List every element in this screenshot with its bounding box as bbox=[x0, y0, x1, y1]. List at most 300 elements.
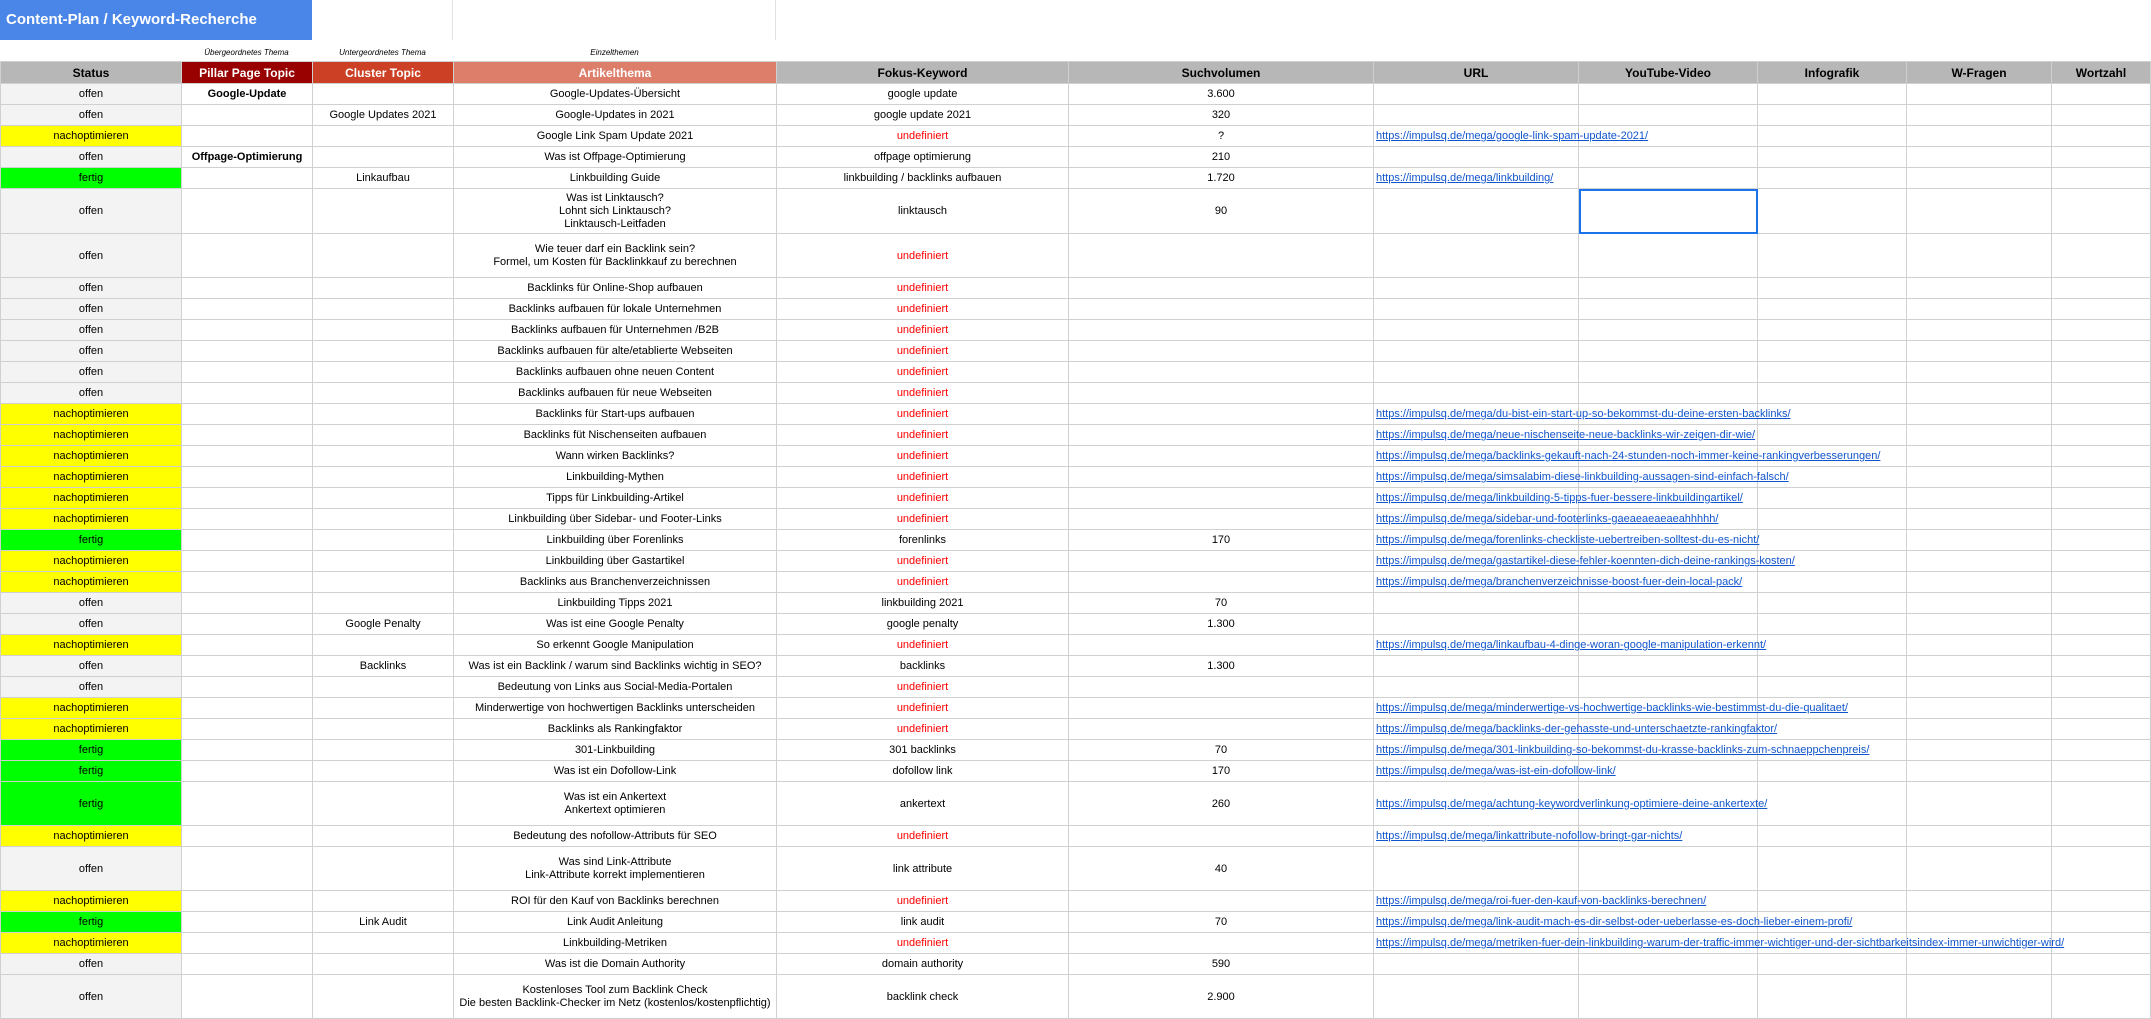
status-cell[interactable]: fertig bbox=[1, 912, 182, 933]
status-cell[interactable]: fertig bbox=[1, 740, 182, 761]
pillar-cell[interactable] bbox=[182, 341, 313, 362]
url-cell[interactable] bbox=[1374, 299, 1579, 320]
pillar-cell[interactable] bbox=[182, 404, 313, 425]
volume-cell[interactable] bbox=[1069, 488, 1374, 509]
w-fragen-cell[interactable] bbox=[1907, 509, 2052, 530]
infografik-cell[interactable] bbox=[1758, 341, 1907, 362]
infografik-cell[interactable] bbox=[1758, 782, 1907, 826]
cluster-cell[interactable] bbox=[313, 425, 454, 446]
pillar-cell[interactable] bbox=[182, 572, 313, 593]
url-cell[interactable] bbox=[1374, 509, 1719, 530]
article-cell[interactable]: Linkbuilding über Gastartikel bbox=[454, 551, 777, 572]
w-fragen-cell[interactable] bbox=[1907, 234, 2052, 278]
url-cell[interactable] bbox=[1374, 698, 1848, 719]
pillar-cell[interactable] bbox=[182, 488, 313, 509]
keyword-cell[interactable]: undefiniert bbox=[777, 320, 1069, 341]
w-fragen-cell[interactable] bbox=[1907, 593, 2052, 614]
url-cell[interactable] bbox=[1374, 425, 1756, 446]
article-cell[interactable]: Backlinks für Online-Shop aufbauen bbox=[454, 278, 777, 299]
header-article[interactable]: Artikelthema bbox=[454, 62, 777, 84]
cluster-cell[interactable]: Google Penalty bbox=[313, 614, 454, 635]
w-fragen-cell[interactable] bbox=[1907, 891, 2052, 912]
youtube-cell[interactable] bbox=[1579, 975, 1758, 1019]
w-fragen-cell[interactable] bbox=[1907, 168, 2052, 189]
url-cell[interactable] bbox=[1374, 572, 1743, 593]
url-link[interactable]: https://impulsq.de/mega/linkaufbau-4-dinge-woran-google-manipulation-erkennt/ bbox=[1376, 639, 1767, 651]
infografik-cell[interactable] bbox=[1758, 84, 1907, 105]
infografik-cell[interactable] bbox=[1758, 530, 1907, 551]
infografik-cell[interactable] bbox=[1758, 362, 1907, 383]
cluster-cell[interactable] bbox=[313, 761, 454, 782]
w-fragen-cell[interactable] bbox=[1907, 467, 2052, 488]
pillar-cell[interactable] bbox=[182, 425, 313, 446]
youtube-cell[interactable] bbox=[1579, 593, 1758, 614]
pillar-cell[interactable] bbox=[182, 383, 313, 404]
volume-cell[interactable] bbox=[1069, 826, 1374, 847]
pillar-cell[interactable] bbox=[182, 551, 313, 572]
w-fragen-cell[interactable] bbox=[1907, 782, 2052, 826]
pillar-cell[interactable] bbox=[182, 105, 313, 126]
cluster-cell[interactable]: Google Updates 2021 bbox=[313, 105, 454, 126]
status-cell[interactable]: offen bbox=[1, 614, 182, 635]
volume-cell[interactable] bbox=[1069, 933, 1374, 954]
wortzahl-cell[interactable] bbox=[2052, 677, 2151, 698]
cluster-cell[interactable] bbox=[313, 488, 454, 509]
wortzahl-cell[interactable] bbox=[2052, 826, 2151, 847]
article-cell[interactable]: Backlinks als Rankingfaktor bbox=[454, 719, 777, 740]
w-fragen-cell[interactable] bbox=[1907, 341, 2052, 362]
w-fragen-cell[interactable] bbox=[1907, 635, 2052, 656]
keyword-cell[interactable]: undefiniert bbox=[777, 551, 1069, 572]
cluster-cell[interactable] bbox=[313, 826, 454, 847]
keyword-cell[interactable]: google update 2021 bbox=[777, 105, 1069, 126]
article-cell[interactable]: Bedeutung des nofollow-Attributs für SEO bbox=[454, 826, 777, 847]
cluster-cell[interactable] bbox=[313, 891, 454, 912]
infografik-cell[interactable] bbox=[1758, 572, 1907, 593]
infografik-cell[interactable] bbox=[1758, 147, 1907, 168]
wortzahl-cell[interactable] bbox=[2052, 278, 2151, 299]
article-cell[interactable]: So erkennt Google Manipulation bbox=[454, 635, 777, 656]
youtube-cell[interactable] bbox=[1579, 656, 1758, 677]
pillar-cell[interactable] bbox=[182, 933, 313, 954]
status-cell[interactable]: offen bbox=[1, 299, 182, 320]
pillar-cell[interactable] bbox=[182, 847, 313, 891]
keyword-cell[interactable]: undefiniert bbox=[777, 891, 1069, 912]
w-fragen-cell[interactable] bbox=[1907, 278, 2052, 299]
article-cell[interactable]: Minderwertige von hochwertigen Backlinks unterscheiden bbox=[454, 698, 777, 719]
article-cell[interactable]: Was ist eine Google Penalty bbox=[454, 614, 777, 635]
keyword-cell[interactable]: offpage optimierung bbox=[777, 147, 1069, 168]
status-cell[interactable]: offen bbox=[1, 383, 182, 404]
pillar-cell[interactable] bbox=[182, 446, 313, 467]
pillar-cell[interactable] bbox=[182, 614, 313, 635]
keyword-cell[interactable]: undefiniert bbox=[777, 425, 1069, 446]
keyword-cell[interactable]: undefiniert bbox=[777, 404, 1069, 425]
status-cell[interactable]: offen bbox=[1, 189, 182, 234]
url-cell[interactable] bbox=[1374, 975, 1579, 1019]
youtube-cell[interactable] bbox=[1579, 168, 1758, 189]
cluster-cell[interactable] bbox=[313, 593, 454, 614]
w-fragen-cell[interactable] bbox=[1907, 530, 2052, 551]
status-cell[interactable]: fertig bbox=[1, 168, 182, 189]
article-cell[interactable] bbox=[454, 975, 777, 1019]
article-cell[interactable]: Google Link Spam Update 2021 bbox=[454, 126, 777, 147]
youtube-cell[interactable] bbox=[1579, 954, 1758, 975]
volume-cell[interactable] bbox=[1069, 677, 1374, 698]
status-cell[interactable]: nachoptimieren bbox=[1, 698, 182, 719]
w-fragen-cell[interactable] bbox=[1907, 404, 2052, 425]
cluster-cell[interactable] bbox=[313, 975, 454, 1019]
wortzahl-cell[interactable] bbox=[2052, 299, 2151, 320]
pillar-cell[interactable] bbox=[182, 189, 313, 234]
url-link[interactable]: https://impulsq.de/mega/du-bist-ein-start-up-so-bekommst-du-deine-ersten-backlinks/ bbox=[1376, 408, 1791, 420]
wortzahl-cell[interactable] bbox=[2052, 656, 2151, 677]
infografik-cell[interactable] bbox=[1758, 826, 1907, 847]
status-cell[interactable]: offen bbox=[1, 278, 182, 299]
youtube-cell[interactable] bbox=[1579, 84, 1758, 105]
status-cell[interactable]: fertig bbox=[1, 761, 182, 782]
article-cell[interactable]: Backlinks für Start-ups aufbauen bbox=[454, 404, 777, 425]
article-cell[interactable]: Google-Updates in 2021 bbox=[454, 105, 777, 126]
volume-cell[interactable] bbox=[1069, 383, 1374, 404]
w-fragen-cell[interactable] bbox=[1907, 719, 2052, 740]
url-link[interactable]: https://impulsq.de/mega/sidebar-und-footerlinks-gaeaeaeaeaeahhhhh/ bbox=[1376, 513, 1719, 525]
status-cell[interactable]: nachoptimieren bbox=[1, 126, 182, 147]
header-wortzahl[interactable]: Wortzahl bbox=[2052, 62, 2151, 84]
infografik-cell[interactable] bbox=[1758, 383, 1907, 404]
w-fragen-cell[interactable] bbox=[1907, 189, 2052, 234]
infografik-cell[interactable] bbox=[1758, 975, 1907, 1019]
article-cell[interactable]: Backlinks aufbauen für lokale Unternehmen bbox=[454, 299, 777, 320]
sheet-title[interactable]: Content-Plan / Keyword-Recherche bbox=[0, 0, 312, 40]
wortzahl-cell[interactable] bbox=[2052, 530, 2151, 551]
infografik-cell[interactable] bbox=[1758, 105, 1907, 126]
wortzahl-cell[interactable] bbox=[2052, 341, 2151, 362]
keyword-cell[interactable]: undefiniert bbox=[777, 698, 1069, 719]
status-cell[interactable]: offen bbox=[1, 677, 182, 698]
volume-cell[interactable] bbox=[1069, 467, 1374, 488]
article-cell[interactable]: Link Audit Anleitung bbox=[454, 912, 777, 933]
keyword-cell[interactable]: google update bbox=[777, 84, 1069, 105]
keyword-cell[interactable]: undefiniert bbox=[777, 278, 1069, 299]
volume-cell[interactable] bbox=[1069, 425, 1374, 446]
url-cell[interactable] bbox=[1374, 530, 1760, 551]
pillar-cell[interactable] bbox=[182, 975, 313, 1019]
infografik-cell[interactable] bbox=[1758, 488, 1907, 509]
url-link[interactable]: https://impulsq.de/mega/branchenverzeichnisse-boost-fuer-dein-local-pack/ bbox=[1376, 576, 1743, 588]
volume-cell[interactable]: 2.900 bbox=[1069, 975, 1374, 1019]
volume-cell[interactable]: 90 bbox=[1069, 189, 1374, 234]
url-cell[interactable] bbox=[1374, 488, 1743, 509]
youtube-cell[interactable] bbox=[1579, 362, 1758, 383]
keyword-cell[interactable]: undefiniert bbox=[777, 446, 1069, 467]
w-fragen-cell[interactable] bbox=[1907, 126, 2052, 147]
url-cell[interactable] bbox=[1374, 551, 1795, 572]
volume-cell[interactable] bbox=[1069, 719, 1374, 740]
article-cell[interactable]: Wann wirken Backlinks? bbox=[454, 446, 777, 467]
cluster-cell[interactable] bbox=[313, 320, 454, 341]
pillar-cell[interactable] bbox=[182, 740, 313, 761]
keyword-cell[interactable]: undefiniert bbox=[777, 719, 1069, 740]
cluster-cell[interactable] bbox=[313, 467, 454, 488]
volume-cell[interactable]: 70 bbox=[1069, 912, 1374, 933]
status-cell[interactable]: offen bbox=[1, 147, 182, 168]
cluster-cell[interactable] bbox=[313, 677, 454, 698]
w-fragen-cell[interactable] bbox=[1907, 446, 2052, 467]
youtube-cell[interactable] bbox=[1579, 105, 1758, 126]
cluster-cell[interactable] bbox=[313, 698, 454, 719]
status-cell[interactable]: offen bbox=[1, 320, 182, 341]
volume-cell[interactable]: 1.300 bbox=[1069, 656, 1374, 677]
keyword-cell[interactable]: 301 backlinks bbox=[777, 740, 1069, 761]
url-link[interactable]: https://impulsq.de/mega/301-linkbuilding-so-bekommst-du-krasse-backlinks-zum-schnaeppchenpreis/ bbox=[1376, 744, 1870, 756]
pillar-cell[interactable] bbox=[182, 635, 313, 656]
youtube-cell[interactable] bbox=[1579, 341, 1758, 362]
pillar-cell[interactable] bbox=[182, 278, 313, 299]
keyword-cell[interactable]: domain authority bbox=[777, 954, 1069, 975]
infografik-cell[interactable] bbox=[1758, 320, 1907, 341]
wortzahl-cell[interactable] bbox=[2052, 572, 2151, 593]
url-cell[interactable] bbox=[1374, 593, 1579, 614]
pillar-cell[interactable] bbox=[182, 530, 313, 551]
status-cell[interactable]: offen bbox=[1, 847, 182, 891]
empty-cell[interactable] bbox=[312, 0, 453, 40]
wortzahl-cell[interactable] bbox=[2052, 954, 2151, 975]
wortzahl-cell[interactable] bbox=[2052, 719, 2151, 740]
article-cell[interactable] bbox=[454, 847, 777, 891]
wortzahl-cell[interactable] bbox=[2052, 467, 2151, 488]
pillar-cell[interactable] bbox=[182, 677, 313, 698]
article-cell[interactable]: Linkbuilding über Sidebar- und Footer-Links bbox=[454, 509, 777, 530]
url-cell[interactable] bbox=[1374, 189, 1579, 234]
keyword-cell[interactable]: linkbuilding / backlinks aufbauen bbox=[777, 168, 1069, 189]
keyword-cell[interactable]: backlink check bbox=[777, 975, 1069, 1019]
url-cell[interactable] bbox=[1374, 740, 1870, 761]
youtube-cell[interactable] bbox=[1579, 189, 1758, 234]
cluster-cell[interactable] bbox=[313, 147, 454, 168]
url-cell[interactable] bbox=[1374, 105, 1579, 126]
pillar-cell[interactable] bbox=[182, 593, 313, 614]
keyword-cell[interactable]: linkbuilding 2021 bbox=[777, 593, 1069, 614]
status-cell[interactable]: nachoptimieren bbox=[1, 719, 182, 740]
status-cell[interactable]: nachoptimieren bbox=[1, 404, 182, 425]
header-status[interactable]: Status bbox=[1, 62, 182, 84]
article-cell[interactable]: Linkbuilding-Metriken bbox=[454, 933, 777, 954]
article-cell[interactable]: Was ist ein Dofollow-Link bbox=[454, 761, 777, 782]
volume-cell[interactable]: 170 bbox=[1069, 530, 1374, 551]
w-fragen-cell[interactable] bbox=[1907, 698, 2052, 719]
url-cell[interactable] bbox=[1374, 826, 1683, 847]
wortzahl-cell[interactable] bbox=[2052, 891, 2151, 912]
volume-cell[interactable] bbox=[1069, 341, 1374, 362]
w-fragen-cell[interactable] bbox=[1907, 847, 2052, 891]
status-cell[interactable]: offen bbox=[1, 84, 182, 105]
status-cell[interactable]: offen bbox=[1, 975, 182, 1019]
header-url[interactable]: URL bbox=[1374, 62, 1579, 84]
article-cell[interactable]: Google-Updates-Übersicht bbox=[454, 84, 777, 105]
pillar-cell[interactable] bbox=[182, 509, 313, 530]
article-cell[interactable]: Backlinks aufbauen für neue Webseiten bbox=[454, 383, 777, 404]
keyword-cell[interactable]: linktausch bbox=[777, 189, 1069, 234]
wortzahl-cell[interactable] bbox=[2052, 404, 2151, 425]
w-fragen-cell[interactable] bbox=[1907, 677, 2052, 698]
header-pillar[interactable]: Pillar Page Topic bbox=[182, 62, 313, 84]
url-link[interactable]: https://impulsq.de/mega/roi-fuer-den-kauf-von-backlinks-berechnen/ bbox=[1376, 895, 1707, 907]
volume-cell[interactable] bbox=[1069, 234, 1374, 278]
article-cell[interactable]: Bedeutung von Links aus Social-Media-Portalen bbox=[454, 677, 777, 698]
cluster-cell[interactable]: Linkaufbau bbox=[313, 168, 454, 189]
infografik-cell[interactable] bbox=[1758, 719, 1907, 740]
w-fragen-cell[interactable] bbox=[1907, 954, 2052, 975]
wortzahl-cell[interactable] bbox=[2052, 847, 2151, 891]
pillar-cell[interactable] bbox=[182, 912, 313, 933]
infografik-cell[interactable] bbox=[1758, 593, 1907, 614]
article-cell[interactable]: Tipps für Linkbuilding-Artikel bbox=[454, 488, 777, 509]
keyword-cell[interactable]: link audit bbox=[777, 912, 1069, 933]
w-fragen-cell[interactable] bbox=[1907, 740, 2052, 761]
volume-cell[interactable]: 70 bbox=[1069, 593, 1374, 614]
header-infografik[interactable]: Infografik bbox=[1758, 62, 1907, 84]
url-link[interactable]: https://impulsq.de/mega/achtung-keywordverlinkung-optimiere-deine-ankertexte/ bbox=[1376, 797, 1768, 810]
url-cell[interactable] bbox=[1374, 320, 1579, 341]
keyword-cell[interactable]: undefiniert bbox=[777, 467, 1069, 488]
wortzahl-cell[interactable] bbox=[2052, 84, 2151, 105]
article-cell[interactable]: ROI für den Kauf von Backlinks berechnen bbox=[454, 891, 777, 912]
wortzahl-cell[interactable] bbox=[2052, 635, 2151, 656]
volume-cell[interactable]: ? bbox=[1069, 126, 1374, 147]
cluster-cell[interactable]: Link Audit bbox=[313, 912, 454, 933]
article-cell[interactable]: Linkbuilding über Forenlinks bbox=[454, 530, 777, 551]
url-link[interactable]: https://impulsq.de/mega/google-link-spam-update-2021/ bbox=[1376, 130, 1649, 142]
volume-cell[interactable] bbox=[1069, 320, 1374, 341]
infografik-cell[interactable] bbox=[1758, 635, 1907, 656]
volume-cell[interactable]: 210 bbox=[1069, 147, 1374, 168]
infografik-cell[interactable] bbox=[1758, 891, 1907, 912]
pillar-cell[interactable] bbox=[182, 698, 313, 719]
w-fragen-cell[interactable] bbox=[1907, 425, 2052, 446]
status-cell[interactable]: nachoptimieren bbox=[1, 446, 182, 467]
cluster-cell[interactable] bbox=[313, 383, 454, 404]
volume-cell[interactable]: 170 bbox=[1069, 761, 1374, 782]
pillar-cell[interactable] bbox=[182, 719, 313, 740]
w-fragen-cell[interactable] bbox=[1907, 488, 2052, 509]
url-cell[interactable] bbox=[1374, 278, 1579, 299]
url-cell[interactable] bbox=[1374, 891, 1707, 912]
status-cell[interactable]: nachoptimieren bbox=[1, 635, 182, 656]
article-cell[interactable]: Was ist die Domain Authority bbox=[454, 954, 777, 975]
wortzahl-cell[interactable] bbox=[2052, 740, 2151, 761]
wortzahl-cell[interactable] bbox=[2052, 614, 2151, 635]
wortzahl-cell[interactable] bbox=[2052, 362, 2151, 383]
volume-cell[interactable]: 590 bbox=[1069, 954, 1374, 975]
cluster-cell[interactable] bbox=[313, 572, 454, 593]
volume-cell[interactable] bbox=[1069, 551, 1374, 572]
wortzahl-cell[interactable] bbox=[2052, 782, 2151, 826]
url-link[interactable]: https://impulsq.de/mega/metriken-fuer-dein-linkbuilding-warum-der-traffic-immer-wichtiger-und-der-sichtbarkeitsindex-immer-unwichtiger-wird/ bbox=[1376, 937, 2065, 949]
url-link[interactable]: https://impulsq.de/mega/gastartikel-diese-fehler-koennten-dich-deine-rankings-kosten/ bbox=[1376, 555, 1795, 567]
pillar-cell[interactable] bbox=[182, 891, 313, 912]
cluster-cell[interactable] bbox=[313, 509, 454, 530]
header-cluster[interactable]: Cluster Topic bbox=[313, 62, 454, 84]
pillar-cell[interactable]: Offpage-Optimierung bbox=[182, 147, 313, 168]
pillar-cell[interactable] bbox=[182, 826, 313, 847]
article-cell[interactable]: Backlinks aufbauen für alte/etablierte Webseiten bbox=[454, 341, 777, 362]
infografik-cell[interactable] bbox=[1758, 656, 1907, 677]
url-link[interactable]: https://impulsq.de/mega/link-audit-mach-es-dir-selbst-oder-ueberlasse-es-doch-lieber-einem-profi/ bbox=[1376, 916, 1853, 928]
url-cell[interactable] bbox=[1374, 341, 1579, 362]
wortzahl-cell[interactable] bbox=[2052, 126, 2151, 147]
status-cell[interactable]: nachoptimieren bbox=[1, 933, 182, 954]
keyword-cell[interactable]: undefiniert bbox=[777, 126, 1069, 147]
w-fragen-cell[interactable] bbox=[1907, 383, 2052, 404]
url-cell[interactable] bbox=[1374, 933, 2065, 954]
article-cell[interactable] bbox=[454, 782, 777, 826]
pillar-cell[interactable] bbox=[182, 954, 313, 975]
w-fragen-cell[interactable] bbox=[1907, 656, 2052, 677]
status-cell[interactable]: fertig bbox=[1, 782, 182, 826]
url-cell[interactable] bbox=[1374, 168, 1579, 189]
cluster-cell[interactable] bbox=[313, 84, 454, 105]
volume-cell[interactable]: 260 bbox=[1069, 782, 1374, 826]
status-cell[interactable]: nachoptimieren bbox=[1, 425, 182, 446]
url-cell[interactable] bbox=[1374, 147, 1579, 168]
url-cell[interactable] bbox=[1374, 677, 1579, 698]
pillar-cell[interactable] bbox=[182, 362, 313, 383]
cluster-cell[interactable] bbox=[313, 189, 454, 234]
keyword-cell[interactable]: undefiniert bbox=[777, 234, 1069, 278]
youtube-cell[interactable] bbox=[1579, 320, 1758, 341]
cluster-cell[interactable]: Backlinks bbox=[313, 656, 454, 677]
volume-cell[interactable]: 320 bbox=[1069, 105, 1374, 126]
article-cell[interactable]: Was ist ein Backlink / warum sind Backlinks wichtig in SEO? bbox=[454, 656, 777, 677]
article-cell[interactable]: 301-Linkbuilding bbox=[454, 740, 777, 761]
wortzahl-cell[interactable] bbox=[2052, 383, 2151, 404]
wortzahl-cell[interactable] bbox=[2052, 551, 2151, 572]
cluster-cell[interactable] bbox=[313, 234, 454, 278]
article-cell[interactable]: Backlinks aufbauen ohne neuen Content bbox=[454, 362, 777, 383]
cluster-cell[interactable] bbox=[313, 299, 454, 320]
wortzahl-cell[interactable] bbox=[2052, 488, 2151, 509]
w-fragen-cell[interactable] bbox=[1907, 551, 2052, 572]
keyword-cell[interactable]: backlinks bbox=[777, 656, 1069, 677]
youtube-cell[interactable] bbox=[1579, 383, 1758, 404]
url-cell[interactable] bbox=[1374, 847, 1579, 891]
wortzahl-cell[interactable] bbox=[2052, 933, 2151, 954]
cluster-cell[interactable] bbox=[313, 954, 454, 975]
wortzahl-cell[interactable] bbox=[2052, 425, 2151, 446]
cluster-cell[interactable] bbox=[313, 362, 454, 383]
volume-cell[interactable]: 70 bbox=[1069, 740, 1374, 761]
cluster-cell[interactable] bbox=[313, 278, 454, 299]
cluster-cell[interactable] bbox=[313, 404, 454, 425]
article-cell[interactable] bbox=[454, 234, 777, 278]
status-cell[interactable]: nachoptimieren bbox=[1, 572, 182, 593]
youtube-cell[interactable] bbox=[1579, 677, 1758, 698]
volume-cell[interactable] bbox=[1069, 278, 1374, 299]
volume-cell[interactable] bbox=[1069, 446, 1374, 467]
w-fragen-cell[interactable] bbox=[1907, 614, 2052, 635]
volume-cell[interactable] bbox=[1069, 404, 1374, 425]
youtube-cell[interactable] bbox=[1579, 299, 1758, 320]
w-fragen-cell[interactable] bbox=[1907, 320, 2052, 341]
header-w-fragen[interactable]: W-Fragen bbox=[1907, 62, 2052, 84]
youtube-cell[interactable] bbox=[1579, 847, 1758, 891]
article-cell[interactable]: Linkbuilding-Mythen bbox=[454, 467, 777, 488]
keyword-cell[interactable]: ankertext bbox=[777, 782, 1069, 826]
cluster-cell[interactable] bbox=[313, 446, 454, 467]
w-fragen-cell[interactable] bbox=[1907, 84, 2052, 105]
cluster-cell[interactable] bbox=[313, 551, 454, 572]
